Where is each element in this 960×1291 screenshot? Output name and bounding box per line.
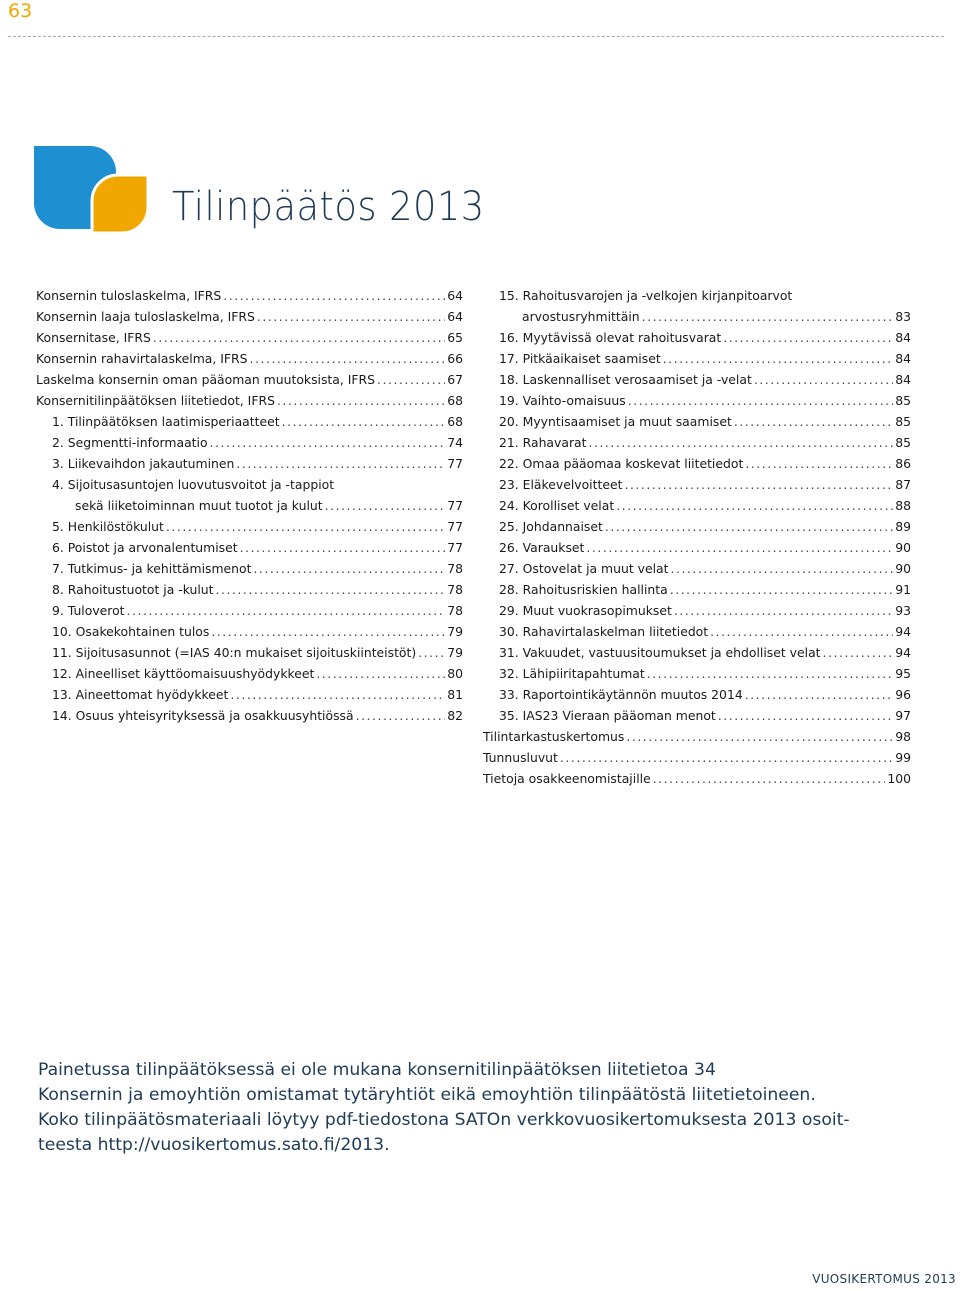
toc-entry[interactable] [483,600,911,621]
toc-entry-title: 11. Sijoitusasunnot (=IAS 40:n mukaiset sijoituskiinteistöt) [52,645,417,660]
toc-leader-dots [605,516,893,537]
toc-entry[interactable] [483,768,911,789]
toc-entry-page: 86 [895,456,911,471]
toc-leader-dots [153,327,445,348]
toc-entry-page: 68 [447,414,463,429]
toc-leader-dots [418,642,445,663]
toc-entry[interactable] [36,684,463,705]
toc-entry[interactable] [483,432,911,453]
toc-entry-page: 84 [895,372,911,387]
toc-entry-page: 99 [895,750,911,765]
toc-leader-dots [127,600,446,621]
toc-entry[interactable] [36,348,463,369]
toc-leader-dots [223,285,445,306]
toc-entry-page: 87 [895,477,911,492]
toc-entry-page: 84 [895,330,911,345]
toc-entry[interactable] [36,369,463,390]
toc-entry[interactable] [36,705,463,726]
toc-entry[interactable] [483,747,911,768]
toc-entry-title: 4. Sijoitusasuntojen luovutusvoitot ja -tappiot [52,477,335,492]
toc-entry-title: 6. Poistot ja arvonalentumiset [52,540,238,555]
toc-entry-page: 79 [447,624,463,639]
toc-leader-dots [216,579,446,600]
toc-entry[interactable] [36,411,463,432]
toc-entry-page: 77 [447,498,463,513]
toc-entry[interactable] [483,684,911,705]
toc-entry-title: Konsernin laaja tuloslaskelma, IFRS [36,309,255,324]
toc-entry[interactable] [483,453,911,474]
toc-leader-dots [628,390,893,411]
toc-entry[interactable] [483,474,911,495]
toc-leader-dots [377,369,445,390]
toc-entry[interactable] [483,369,911,390]
toc-entry[interactable] [36,516,463,537]
toc-leader-dots [653,768,886,789]
toc-entry-page: 84 [895,351,911,366]
toc-entry-page: 64 [447,288,463,303]
toc-entry-page: 74 [447,435,463,450]
toc-leader-dots [240,537,446,558]
toc-entry-title: 33. Raportointikäytännön muutos 2014 [499,687,743,702]
toc-entry[interactable] [483,516,911,537]
toc-entry[interactable] [36,621,463,642]
toc-entry[interactable] [36,600,463,621]
toc-entry-title: 1. Tilinpäätöksen laatimisperiaatteet [52,414,280,429]
toc-entry[interactable] [483,327,911,348]
toc-entry-title: 5. Henkilöstökulut [52,519,164,534]
toc-entry-title: 9. Tuloverot [52,603,125,618]
toc-entry-title: 15. Rahoitusvarojen ja -velkojen kirjanpitoarvot [499,288,793,303]
toc-leader-dots [282,411,446,432]
toc-entry-title: 2. Segmentti-informaatio [52,435,208,450]
toc-entry-title: sekä liiketoiminnan muut tuotot ja kulut [75,498,323,513]
toc-entry-title: 24. Korolliset velat [499,498,615,513]
logo-orange-leaf [92,175,148,233]
toc-leader-dots [663,348,894,369]
toc-entry-title: 30. Rahavirtalaskelman liitetiedot [499,624,709,639]
toc-leader-dots [230,684,445,705]
toc-entry-page: 88 [895,498,911,513]
toc-entry-page: 94 [895,645,911,660]
toc-entry[interactable] [483,411,911,432]
toc-leader-dots [745,453,893,474]
toc-leader-dots [316,663,445,684]
toc-entry-title: arvostusryhmittäin [522,309,640,324]
toc-entry-page: 96 [895,687,911,702]
toc-entry-title: 16. Myytävissä olevat rahoitusvarat [499,330,722,345]
toc-entry[interactable] [36,474,463,495]
toc-entry[interactable] [483,390,911,411]
toc-leader-dots [236,453,445,474]
toc-leader-dots [647,663,894,684]
toc-entry[interactable] [483,642,911,663]
toc-entry-page: 90 [895,540,911,555]
toc-entry-page: 95 [895,666,911,681]
toc-leader-dots [745,684,894,705]
toc-entry-page: 85 [895,414,911,429]
toc-leader-dots [823,642,894,663]
toc-entry-title: Konsernin tuloslaskelma, IFRS [36,288,222,303]
toc-entry-title: Laskelma konsernin oman pääoman muutoksista, IFRS [36,372,376,387]
toc-entry[interactable] [483,705,911,726]
sato-logo-icon [30,143,152,235]
toc-entry-page: 80 [447,666,463,681]
toc-entry-title: 19. Vaihto-omaisuus [499,393,626,408]
toc-entry-title: Tunnusluvut [483,750,558,765]
toc-entry[interactable] [483,306,911,327]
toc-entry[interactable] [36,453,463,474]
toc-leader-dots [586,537,893,558]
toc-entry-page: 89 [895,519,911,534]
note-line: teesta http://vuosikertomus.sato.fi/2013. [38,1135,390,1155]
toc-entry-title: 28. Rahoitusriskien hallinta [499,582,668,597]
toc-entry-page: 78 [447,603,463,618]
toc-entry-page: 94 [895,624,911,639]
toc-entry-page: 81 [447,687,463,702]
toc-entry[interactable] [483,621,911,642]
toc-leader-dots [670,558,893,579]
toc-entry-page: 85 [895,393,911,408]
toc-leader-dots [277,390,445,411]
toc-entry-page: 65 [447,330,463,345]
toc-entry-page: 93 [895,603,911,618]
toc-entry[interactable] [483,726,911,747]
toc-entry[interactable] [36,327,463,348]
top-dashed-rule [8,36,944,37]
toc-entry-page: 79 [447,645,463,660]
toc-entry-page: 68 [447,393,463,408]
toc-entry-title: 35. IAS23 Vieraan pääoman menot [499,708,716,723]
toc-right-column [483,285,911,789]
toc-entry[interactable] [483,558,911,579]
toc-entry-title: 21. Rahavarat [499,435,587,450]
toc-entry-page: 78 [447,561,463,576]
toc-entry-page: 85 [895,435,911,450]
toc-leader-dots [616,495,893,516]
toc-entry-page: 77 [447,540,463,555]
toc-entry-title: 27. Ostovelat ja muut velat [499,561,669,576]
note-line: Koko tilinpäätösmateriaali löytyy pdf-tiedostona SATOn verkkovuosikertomuksesta 2013 osoit- [38,1110,850,1130]
toc-leader-dots [560,747,893,768]
toc-leader-dots [166,516,445,537]
toc-leader-dots [718,705,893,726]
toc-entry-page: 90 [895,561,911,576]
toc-entry-title: Konsernin rahavirtalaskelma, IFRS [36,351,248,366]
toc-entry-title: 29. Muut vuokrasopimukset [499,603,672,618]
toc-entry[interactable] [483,579,911,600]
toc-entry-page: 97 [895,708,911,723]
toc-entry[interactable] [36,663,463,684]
toc-leader-dots [734,411,893,432]
footer-label: VUOSIKERTOMUS 2013 [812,1272,956,1286]
toc-leader-dots [754,369,893,390]
toc-leader-dots [210,432,446,453]
toc-entry-title: 25. Johdannaiset [499,519,603,534]
toc-entry-page: 83 [895,309,911,324]
toc-entry-title: 31. Vakuudet, vastuusitoumukset ja ehdolliset velat [499,645,821,660]
toc-leader-dots [325,495,446,516]
toc-leader-dots [624,474,893,495]
toc-leader-dots [670,579,893,600]
toc-entry-title: 12. Aineelliset käyttöomaisuushyödykkeet [52,666,315,681]
note-line: Painetussa tilinpäätöksessä ei ole mukana konsernitilinpäätöksen liitetietoa 34 [38,1060,716,1080]
toc-entry-page: 67 [447,372,463,387]
toc-entry[interactable] [483,537,911,558]
toc-entry[interactable] [36,558,463,579]
toc-leader-dots [723,327,893,348]
toc-leader-dots [626,726,893,747]
toc-entry-title: 32. Lähipiiritapahtumat [499,666,645,681]
toc-entry-title: 26. Varaukset [499,540,585,555]
toc-entry-title: 22. Omaa pääomaa koskevat liitetiedot [499,456,744,471]
toc-entry-title: 23. Eläkevelvoitteet [499,477,623,492]
toc-entry-title: 18. Laskennalliset verosaamiset ja -velat [499,372,752,387]
toc-entry[interactable] [36,579,463,600]
toc-entry-title: 3. Liikevaihdon jakautuminen [52,456,235,471]
toc-entry[interactable] [483,348,911,369]
toc-entry-page: 64 [447,309,463,324]
toc-entry-title: Konsernitilinpäätöksen liitetiedot, IFRS [36,393,275,408]
toc-entry-page: 77 [447,519,463,534]
page-title: Tilinpäätös 2013 [172,184,485,230]
toc-entry[interactable] [483,285,911,306]
toc-leader-dots [211,621,445,642]
toc-entry-title: 7. Tutkimus- ja kehittämismenot [52,561,252,576]
toc-entry[interactable] [36,495,463,516]
toc-entry-title: 20. Myyntisaamiset ja muut saamiset [499,414,732,429]
toc-leader-dots [710,621,893,642]
toc-entry[interactable] [36,390,463,411]
toc-leader-dots [356,705,446,726]
toc-entry[interactable] [36,642,463,663]
note-paragraph [38,1058,918,1158]
toc-left-column [36,285,463,726]
toc-leader-dots [257,306,445,327]
toc-entry[interactable] [483,663,911,684]
toc-entry[interactable] [36,432,463,453]
toc-entry-title: 10. Osakekohtainen tulos [52,624,210,639]
toc-entry-page: 78 [447,582,463,597]
toc-entry[interactable] [36,285,463,306]
toc-entry-title: 14. Osuus yhteisyrityksessä ja osakkuusyhtiössä [52,708,354,723]
toc-entry-page: 82 [447,708,463,723]
toc-entry-title: Konsernitase, IFRS [36,330,151,345]
toc-entry-title: 8. Rahoitustuotot ja -kulut [52,582,214,597]
toc-entry[interactable] [36,306,463,327]
toc-entry[interactable] [483,495,911,516]
toc-entry-page: 77 [447,456,463,471]
toc-leader-dots [674,600,893,621]
page-number: 63 [8,0,33,22]
toc-entry-title: 17. Pitkäaikaiset saamiset [499,351,661,366]
toc-entry-page: 66 [447,351,463,366]
toc-entry-page: 91 [895,582,911,597]
toc-entry-page: 98 [895,729,911,744]
toc-leader-dots [250,348,446,369]
toc-leader-dots [253,558,445,579]
toc-leader-dots [589,432,894,453]
toc-entry-title: 13. Aineettomat hyödykkeet [52,687,229,702]
toc-leader-dots [642,306,894,327]
toc-entry-page: 100 [887,771,911,786]
toc-entry-title: Tilintarkastuskertomus [483,729,625,744]
toc-entry-title: Tietoja osakkeenomistajille [483,771,651,786]
note-line: Konsernin ja emoyhtiön omistamat tytäryhtiöt eikä emoyhtiön tilinpäätöstä liitetietoineen. [38,1085,816,1105]
toc-entry[interactable] [36,537,463,558]
